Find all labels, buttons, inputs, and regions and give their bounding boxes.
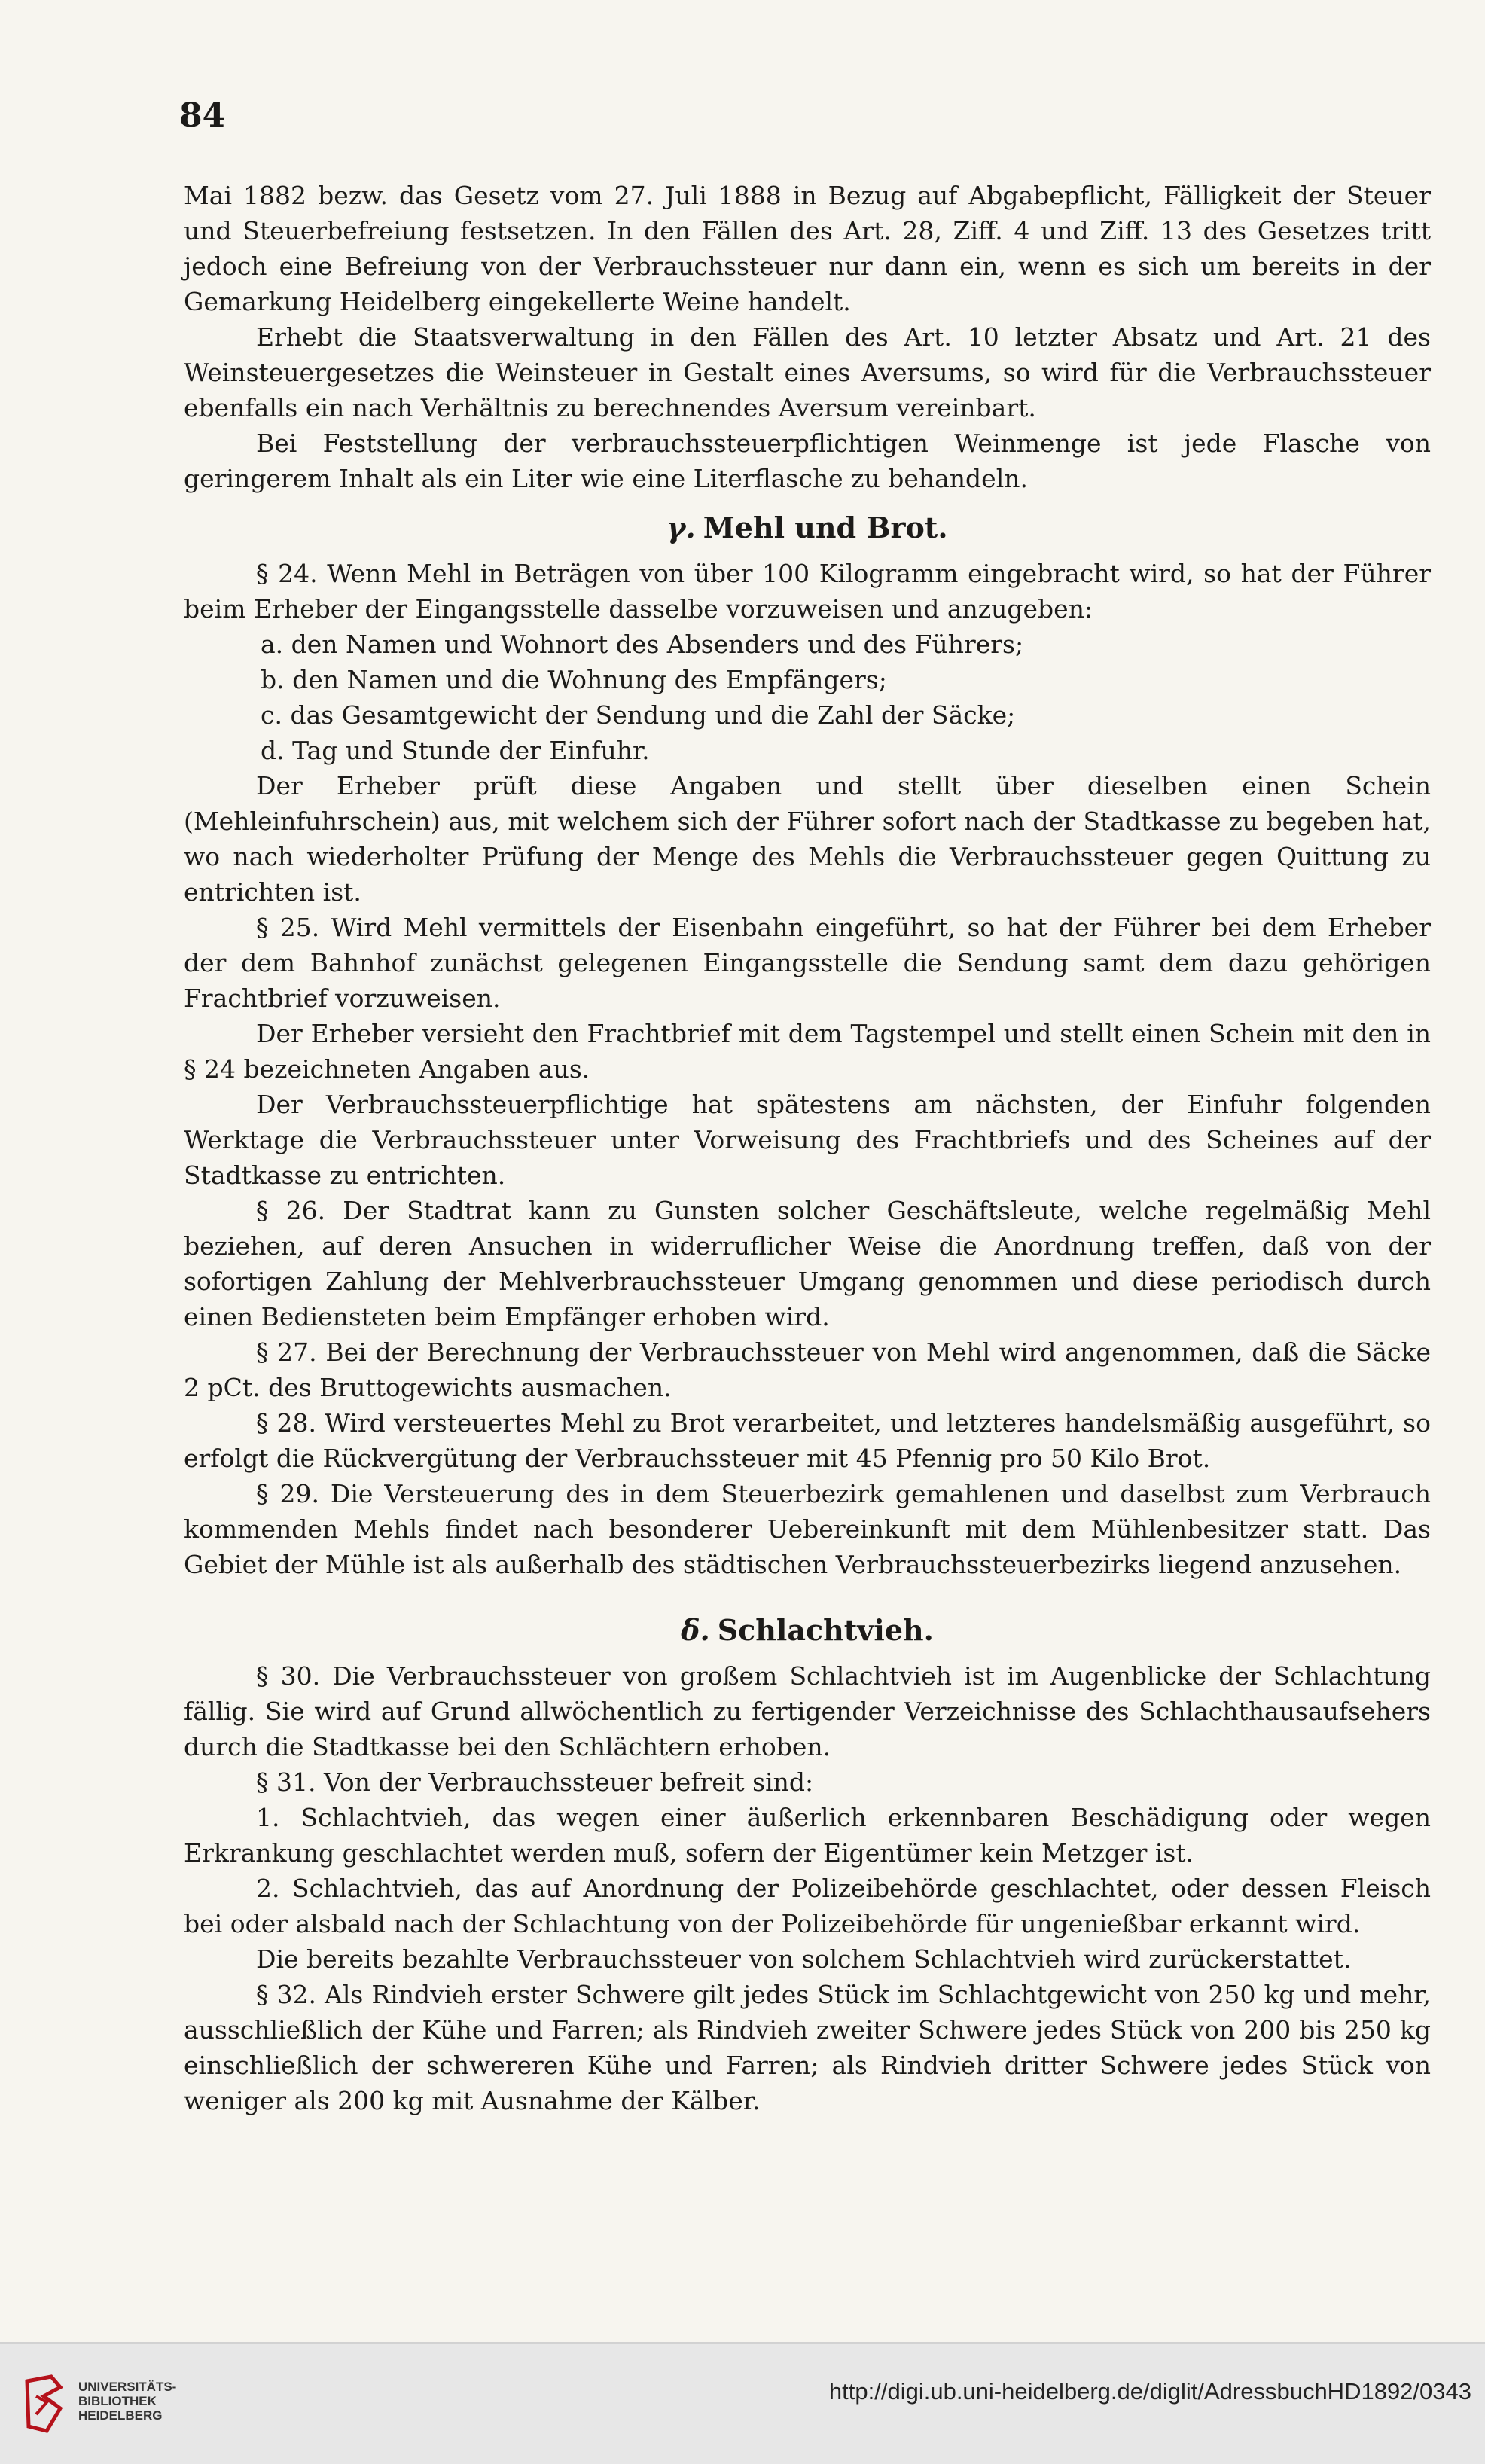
paragraph: § 29. Die Versteuerung des in dem Steuerbezirk gemahlenen und daselbst zum Verbrauch kommenden Mehls findet nach besonderer Uebereinkunft mit dem Mühlenbesitzer statt. Das Gebiet der Mühle ist als außerhalb des städtischen Verbrauchssteuerbezirks liegend anzusehen. bbox=[184, 1479, 1431, 1579]
paragraph: Die bereits bezahlte Verbrauchssteuer von solchem Schlachtvieh wird zurückerstattet. bbox=[256, 1944, 1352, 1974]
paragraph: Mai 1882 bezw. das Gesetz vom 27. Juli 1888 in Bezug auf Abgabepflicht, Fälligkeit der Steuer und Steuerbefreiung festsetzen. In den Fällen des Art. 28, Ziff. 4 und Ziff. 13 des Gesetzes tritt jedoch eine Befreiung von der Verbrauchssteuer nur dann ein, wenn es sich um bereits in der Gemarkung Heidelberg eingekellerte Weine handelt. bbox=[184, 181, 1431, 316]
paragraph: § 27. Bei der Berechnung der Verbrauchssteuer von Mehl wird angenommen, daß die Säcke 2 pCt. des Bruttogewichts ausmachen. bbox=[184, 1337, 1431, 1402]
paragraph: § 26. Der Stadtrat kann zu Gunsten solcher Geschäftsleute, welche regelmäßig Mehl beziehen, auf deren Ansuchen in widerruflicher Weise die Anordnung treffen, daß von der sofortigen Zahlung der Mehlverbrauchssteuer Umgang genommen und diese periodisch durch einen Bediensteten beim Empfänger erhoben wird. bbox=[184, 1196, 1431, 1331]
section-mark: δ. bbox=[681, 1613, 710, 1647]
paragraph: Der Erheber prüft diese Angaben und stellt über dieselben einen Schein (Mehleinfuhrschein) aus, mit welchem sich der Führer sofort nach der Stadtkasse zu begeben hat, wo nach wiederholter Prüfung der Menge des Mehls die Verbrauchssteuer gegen Quittung zu entrichten ist. bbox=[184, 771, 1431, 907]
paragraph: Erhebt die Staatsverwaltung in den Fällen des Art. 10 letzter Absatz und Art. 21 des Weinsteuergesetzes die Weinsteuer in Gestalt eines Aversums, so wird für die Verbrauchssteuer ebenfalls ein nach Verhältnis zu berechnendes Aversum vereinbart. bbox=[184, 322, 1431, 422]
library-logo-text bbox=[78, 2380, 176, 2423]
page-text bbox=[184, 178, 1431, 2118]
logo-line: UNIVERSITÄTS- bbox=[78, 2380, 177, 2394]
paragraph: Der Erheber versieht den Frachtbrief mit dem Tagstempel und stellt einen Schein mit den in § 24 bezeichneten Angaben aus. bbox=[184, 1019, 1431, 1084]
paragraph: § 32. Als Rindvieh erster Schwere gilt jedes Stück im Schlachtgewicht von 250 kg und mehr, ausschließlich der Kühe und Farren; als Rindvieh zweiter Schwere jedes Stück von 200 bis 250 kg einschließlich der schwereren Kühe und Farren; als Rindvieh dritter Schwere jedes Stück von weniger als 200 kg mit Ausnahme der Kälber. bbox=[184, 1980, 1431, 2115]
paragraph: Bei Feststellung der verbrauchssteuerpflichtigen Weinmenge ist jede Flasche von geringerem Inhalt als ein Liter wie eine Literflasche zu behandeln. bbox=[184, 428, 1431, 493]
permalink-url[interactable]: http://digi.ub.uni-heidelberg.de/diglit/AdressbuchHD1892/0343 bbox=[828, 2378, 1471, 2405]
paragraph: § 28. Wird versteuertes Mehl zu Brot verarbeitet, und letzteres handelsmäßig ausgeführt, so erfolgt die Rückvergütung der Verbrauchssteuer mit 45 Pfennig pro 50 Kilo Brot. bbox=[184, 1408, 1431, 1473]
section-mark: γ. bbox=[666, 511, 696, 544]
paragraph: Der Verbrauchssteuerpflichtige hat spätestens am nächsten, der Einfuhr folgenden Werktage die Verbrauchssteuer unter Vorweisung des Frachtbriefs und des Scheines auf der Stadtkasse zu entrichten. bbox=[184, 1090, 1431, 1190]
section-heading bbox=[184, 510, 1431, 545]
section-title: Mehl und Brot. bbox=[703, 511, 948, 544]
section-heading bbox=[184, 1612, 1431, 1648]
list-item: c. das Gesamtgewicht der Sendung und die Zahl der Säcke; bbox=[261, 700, 1016, 730]
list-item: b. den Namen und die Wohnung des Empfängers; bbox=[261, 665, 887, 694]
paragraph: § 24. Wenn Mehl in Beträgen von über 100 Kilogramm eingebracht wird, so hat der Führer beim Erheber der Eingangsstelle dasselbe vorzuweisen und anzugeben: bbox=[184, 559, 1431, 624]
paragraph: § 31. Von der Verbrauchssteuer befreit sind: bbox=[256, 1767, 814, 1797]
library-logo[interactable] bbox=[21, 2371, 187, 2438]
paragraph: § 30. Die Verbrauchssteuer von großem Schlachtvieh ist im Augenblicke der Schlachtung fällig. Sie wird auf Grund allwöchentlich zu fertigender Verzeichnisse des Schlachthausaufsehers durch die Stadtkasse bei den Schlächtern erhoben. bbox=[184, 1661, 1431, 1761]
library-emblem-icon bbox=[21, 2374, 66, 2434]
logo-line: BIBLIOTHEK bbox=[78, 2394, 157, 2408]
logo-line: HEIDELBERG bbox=[78, 2408, 163, 2423]
viewer-footer bbox=[0, 2342, 1485, 2464]
list-item: a. den Namen und Wohnort des Absenders und des Führers; bbox=[261, 630, 1024, 659]
page-number: 84 bbox=[179, 96, 226, 135]
list-item: d. Tag und Stunde der Einfuhr. bbox=[261, 736, 650, 765]
paragraph: 1. Schlachtvieh, das wegen einer äußerlich erkennbaren Beschädigung oder wegen Erkrankung geschlachtet werden muß, sofern der Eigentümer kein Metzger ist. bbox=[184, 1803, 1431, 1868]
paragraph: 2. Schlachtvieh, das auf Anordnung der Polizeibehörde geschlachtet, oder dessen Fleisch bei oder alsbald nach der Schlachtung von der Polizeibehörde für ungenießbar erkannt wird. bbox=[184, 1874, 1431, 1938]
section-title: Schlachtvieh. bbox=[717, 1613, 934, 1647]
paragraph: § 25. Wird Mehl vermittels der Eisenbahn eingeführt, so hat der Führer bei dem Erheber der dem Bahnhof zunächst gelegenen Eingangsstelle die Sendung samt dem dazu gehörigen Frachtbrief vorzuweisen. bbox=[184, 913, 1431, 1013]
